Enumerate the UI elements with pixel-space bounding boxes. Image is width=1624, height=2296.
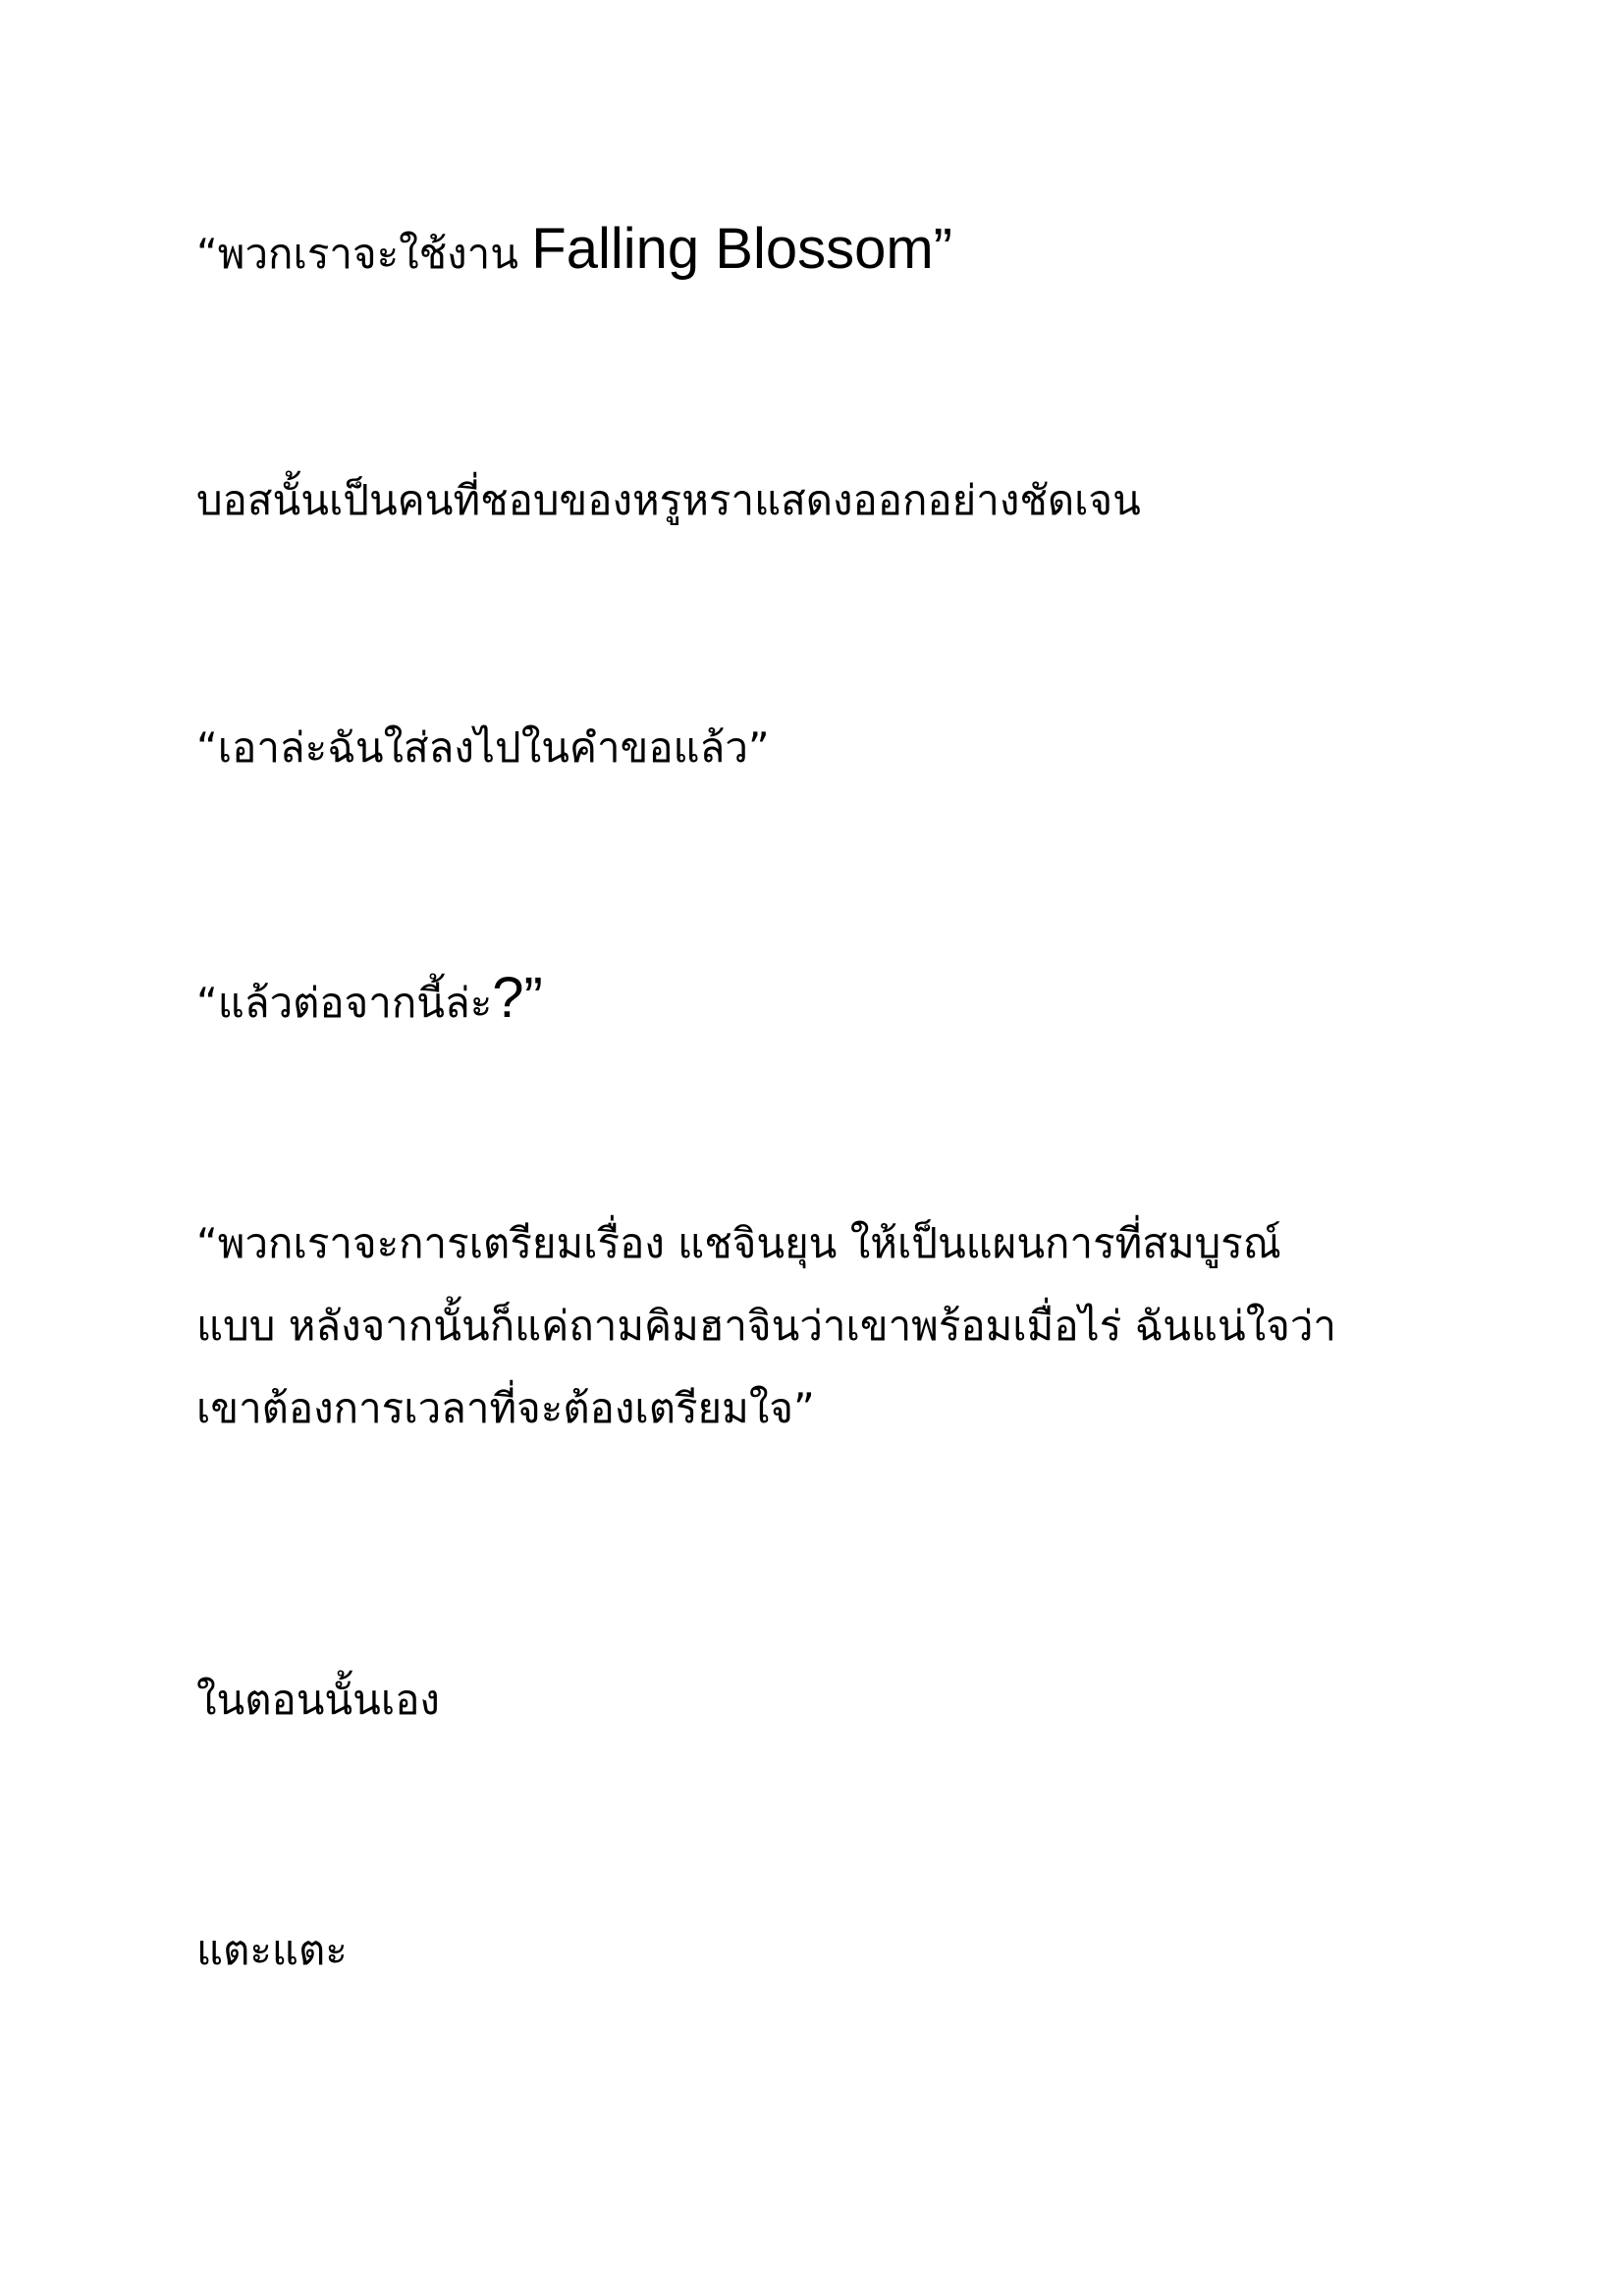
paragraph-latin-text: Falling Blossom” (531, 217, 952, 281)
paragraph-tap-tap: แตะแตะ (196, 1926, 348, 1974)
paragraph-question (196, 957, 1473, 1044)
paragraph-line: แบบ หลังจากนั้นก็แค่ถามคิมฮาจินว่าเขาพร้อมเมื่อไร่ ฉันแน่ใจว่า (196, 1302, 1336, 1350)
paragraph-line: เขาต้องการเวลาที่จะต้องเตรียมใจ” (196, 1384, 815, 1432)
paragraph-boss-description: บอสนั้นเป็นคนที่ชอบของหรูหราแสดงออกอย่างชัดเจน (196, 476, 1141, 524)
paragraph-latin-text: ?” (492, 966, 543, 1030)
paragraph-falling-blossom (196, 208, 1473, 295)
paragraph-plan (196, 1202, 1473, 1450)
paragraph-request: “เอาล่ะฉันใส่ลงไปในคำขอแล้ว” (196, 723, 770, 772)
paragraph-at-that-moment: ในตอนนั้นเอง (196, 1676, 440, 1724)
paragraph-thai-text: “แล้วต่อจากนี้ล่ะ (196, 979, 493, 1027)
paragraph-line: “พวกเราจะการเตรียมเรื่อง แชจินยุน ให้เป็นแผนการที่สมบูรณ์ (196, 1219, 1281, 1267)
paragraph-thai-text: “พวกเราจะใช้งาน (196, 230, 532, 278)
